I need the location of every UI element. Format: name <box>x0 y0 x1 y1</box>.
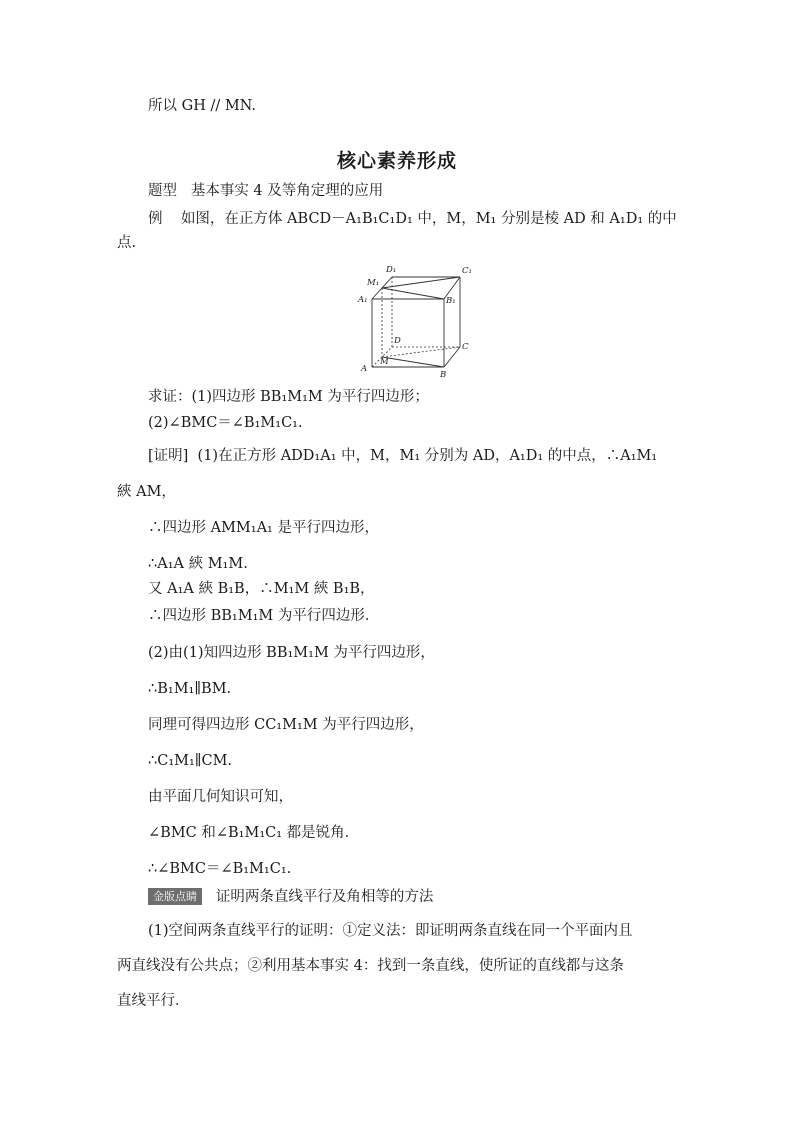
problem-type-label: 题型 <box>148 183 177 199</box>
proof-line-1 <box>148 446 657 466</box>
cube-diagram <box>352 261 480 379</box>
proof-line-5: 又 A₁A 綊 B₁B，∴M₁M 綊 B₁B， <box>148 581 375 597</box>
example-label: 例 <box>148 211 163 227</box>
proof-line-6: ∴四边形 BB₁M₁M 为平行四边形． <box>148 608 380 624</box>
tip-line-2: 两直线没有公共点；②利用基本事实 4：找到一条直线，使所证的直线都与这条 <box>117 958 624 974</box>
label-d: D <box>394 336 401 346</box>
label-c: C <box>462 342 469 352</box>
problem-type-text: 基本事实 4 及等角定理的应用 <box>190 183 384 199</box>
proof-line-3: ∴四边形 AMM₁A₁ 是平行四边形， <box>148 520 379 536</box>
tip-line-3: 直线平行． <box>117 993 190 1009</box>
label-a: A <box>361 364 368 374</box>
prove-item-1: (1)四边形 BB₁M₁M 为平行四边形； <box>191 389 429 405</box>
prove-line-1 <box>148 387 429 407</box>
proof-line-12: ∠BMC 和∠B₁M₁C₁ 都是锐角． <box>148 825 360 841</box>
proof-label: [证明] <box>148 448 189 464</box>
label-b: B <box>440 370 447 379</box>
example-line-1 <box>148 209 677 229</box>
tip-line-1: (1)空间两条直线平行的证明：①定义法：即证明两条直线在同一个平面内且 <box>148 923 633 939</box>
edge-b-c <box>444 347 460 367</box>
proof-line-4: ∴A₁A 綊 M₁M. <box>148 556 248 572</box>
proof-line-2: 綊 AM， <box>117 484 176 500</box>
label-m1: M₁ <box>367 278 380 288</box>
proof-line-9: 同理可得四边形 CC₁M₁M 为平行四边形， <box>148 717 424 733</box>
example-line-2: 点. <box>117 235 137 251</box>
proof-line-8: ∴B₁M₁∥BM. <box>148 681 232 697</box>
proof-line-7: (2)由(1)知四边形 BB₁M₁M 为平行四边形， <box>148 645 435 661</box>
label-d1: D₁ <box>386 265 397 275</box>
label-a1: A₁ <box>358 295 368 305</box>
label-m: M <box>380 357 389 367</box>
problem-type-line <box>148 181 383 201</box>
tip-title: 证明两条直线平行及角相等的方法 <box>215 889 434 905</box>
intro-line: 所以 GH // MN. <box>148 98 257 114</box>
example-text-1: 如图，在正方体 ABCD－A₁B₁C₁D₁ 中，M，M₁ 分别是棱 AD 和 A₁D₁ 的中 <box>180 211 677 227</box>
segment-m-b <box>382 357 444 367</box>
label-b1: B₁ <box>446 296 456 306</box>
segment-m1-c1 <box>382 277 460 288</box>
prove-label: 求证： <box>148 389 192 405</box>
proof-line-11: 由平面几何知识可知， <box>148 789 293 805</box>
section-title: 核心素养形成 <box>336 150 457 172</box>
tip-header <box>148 887 433 907</box>
tip-badge: 金版点睛 <box>148 888 202 905</box>
proof-text-1: (1)在正方形 ADD₁A₁ 中，M，M₁ 分别为 AD，A₁D₁ 的中点，∴A₁M₁ <box>197 448 658 464</box>
label-c1: C₁ <box>462 266 472 276</box>
cube-figure <box>352 261 480 379</box>
segment-m1-b1 <box>382 288 444 299</box>
hidden-segment-m-c <box>382 347 460 357</box>
proof-line-13: ∴∠BMC＝∠B₁M₁C₁. <box>148 861 292 877</box>
proof-line-10: ∴C₁M₁∥CM. <box>148 753 233 769</box>
prove-item-2: (2)∠BMC＝∠B₁M₁C₁. <box>148 415 303 431</box>
